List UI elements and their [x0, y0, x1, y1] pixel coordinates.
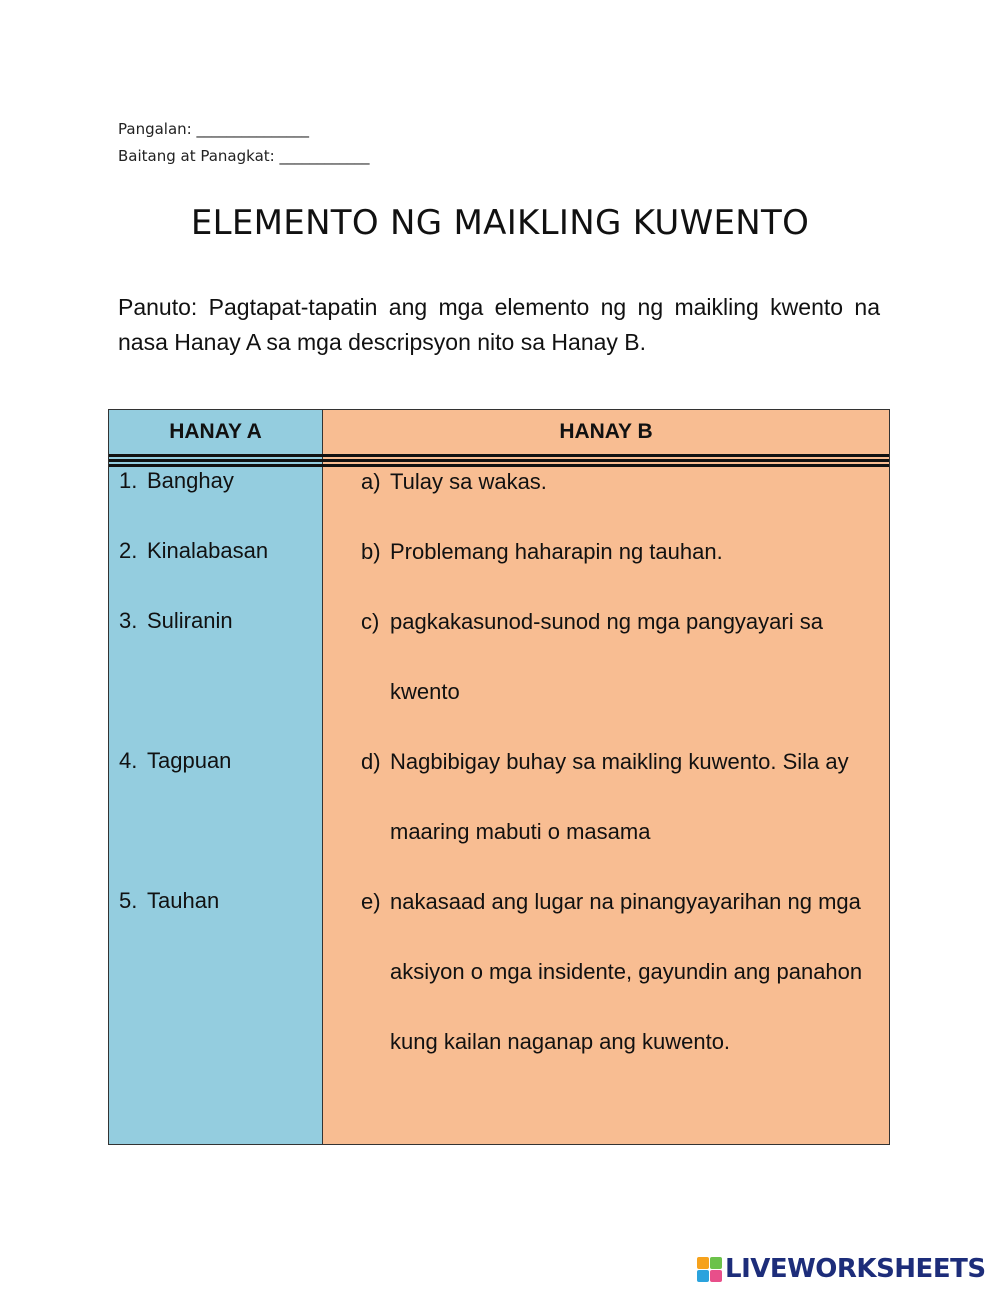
item-letter: d)	[361, 749, 381, 774]
column-a-item	[119, 608, 233, 634]
item-number: 5.	[119, 888, 138, 913]
logo-square	[710, 1257, 722, 1269]
item-number: 4.	[119, 748, 138, 773]
item-text: Kinalabasan	[147, 538, 269, 563]
matching-table	[108, 409, 890, 1145]
item-letter: e)	[361, 889, 381, 914]
logo-square	[697, 1270, 709, 1282]
item-description: Tulay sa wakas.	[390, 469, 547, 494]
item-number: 3.	[119, 608, 138, 633]
instructions-text: Panuto: Pagtapat-tapatin ang mga elemento ng ng maikling kwento na nasa Hanay A sa mga descripsyon nito sa Hanay B.	[118, 294, 880, 355]
logo-square	[697, 1257, 709, 1269]
worksheet-title: ELEMENTO NG MAIKLING KUWENTO	[190, 203, 810, 243]
item-text: Banghay	[147, 468, 234, 493]
logo-square	[710, 1270, 722, 1282]
item-text: Tauhan	[147, 888, 220, 913]
item-letter: b)	[361, 539, 381, 564]
item-letter: a)	[361, 469, 381, 494]
item-description: nakasaad ang lugar na pinangyayarihan ng mga aksiyon o mga insidente, gayundin ang panahon kung kailan naganap ang kuwento.	[390, 889, 863, 1054]
column-a-item	[119, 538, 268, 564]
column-b-item	[361, 517, 881, 587]
item-text: Suliranin	[147, 608, 233, 633]
column-b-item	[361, 727, 881, 867]
column-a-item	[119, 468, 234, 494]
liveworksheets-logo	[697, 1252, 986, 1286]
name-field-line: Pangalan: _______________	[118, 120, 309, 138]
item-number: 2.	[119, 538, 138, 563]
liveworksheets-logo-icon	[697, 1257, 722, 1282]
column-b-item	[361, 447, 881, 517]
grade-section-field-line: Baitang at Panagkat: ____________	[118, 147, 370, 165]
column-b-item	[361, 867, 881, 1077]
item-number: 1.	[119, 468, 138, 493]
column-a-background	[109, 410, 323, 1144]
column-a-item	[119, 748, 231, 774]
item-text: Tagpuan	[147, 748, 232, 773]
logo-text: LIVEWORKSHEETS	[725, 1254, 986, 1284]
item-description: Nagbibigay buhay sa maikling kuwento. Sila ay maaring mabuti o masama	[390, 749, 849, 844]
column-b-item	[361, 587, 881, 727]
column-a-header: HANAY A	[169, 420, 262, 443]
item-letter: c)	[361, 609, 380, 634]
item-description: Problemang haharapin ng tauhan.	[390, 539, 723, 564]
column-a-item	[119, 888, 219, 914]
column-b-header: HANAY B	[559, 420, 653, 443]
item-description: pagkakasunod-sunod ng mga pangyayari sa kwento	[390, 609, 823, 704]
